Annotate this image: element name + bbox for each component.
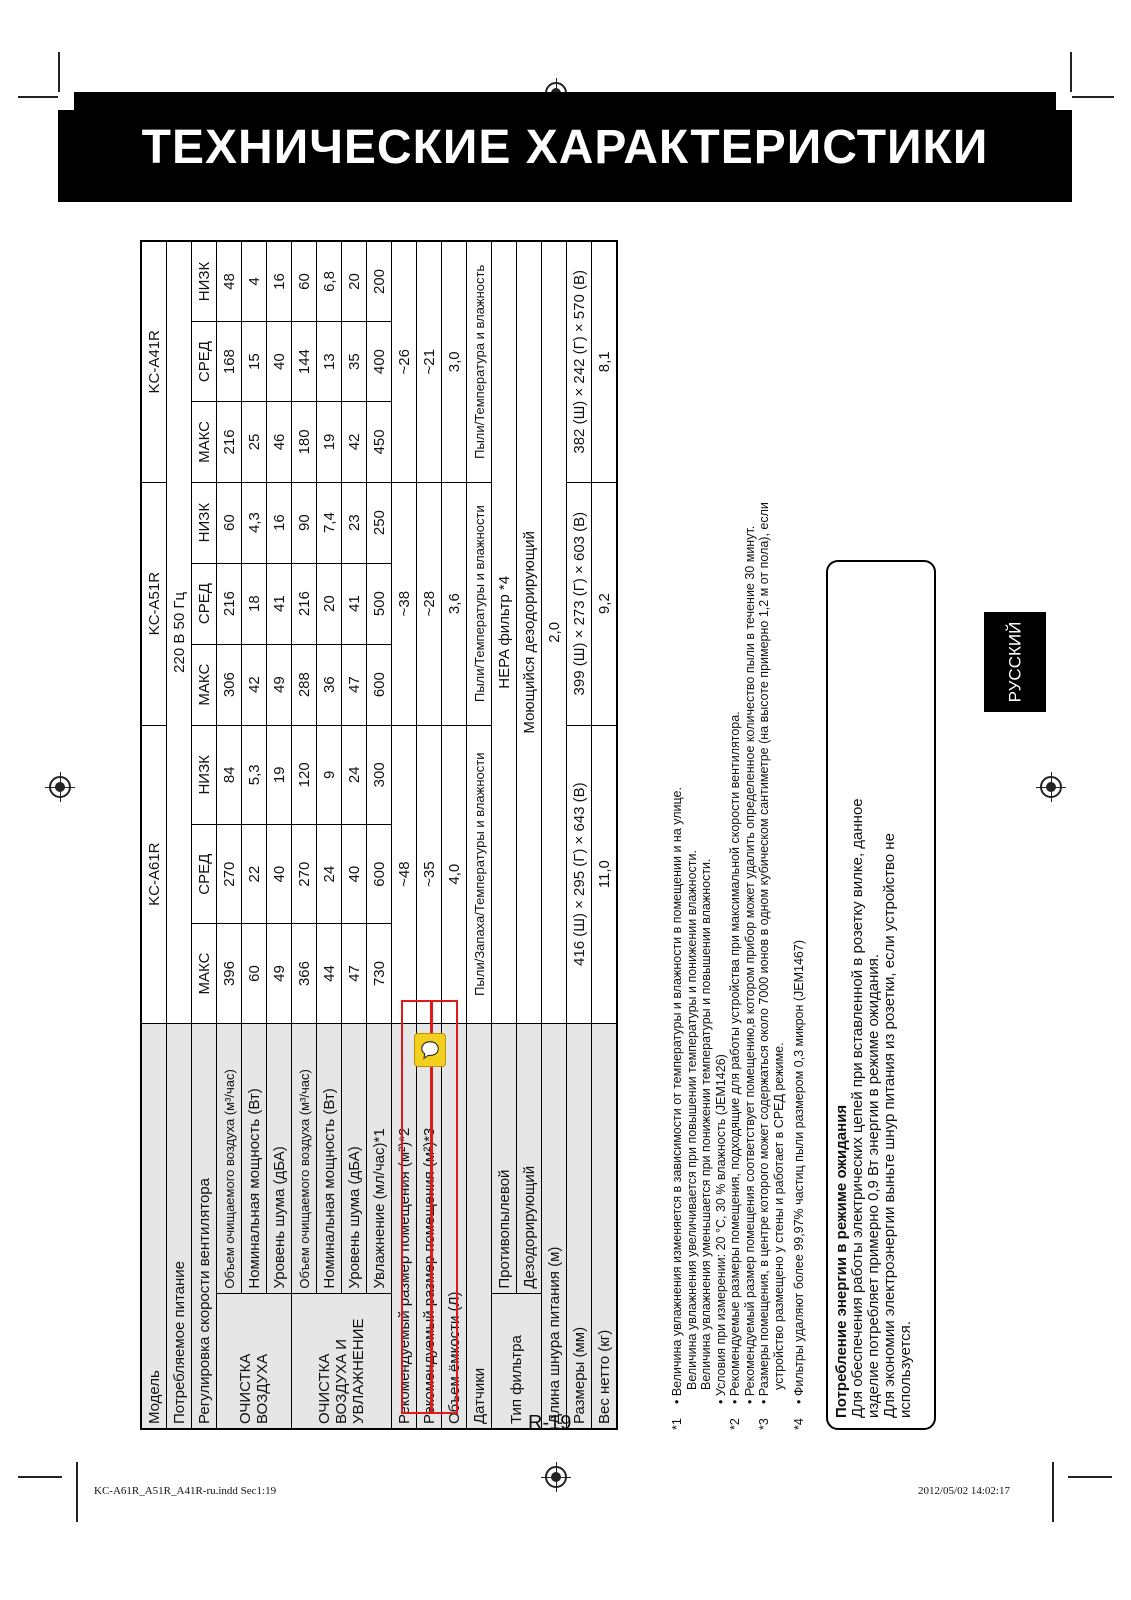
- cell: 306: [217, 644, 242, 725]
- footnote-key: *4: [792, 1418, 806, 1430]
- cell: 200: [367, 241, 392, 321]
- table-row: [467, 241, 492, 1429]
- footnote: [728, 240, 743, 1430]
- cell: 42: [342, 402, 367, 482]
- cell: 3,0: [442, 241, 467, 482]
- row-label-power: Номинальная мощность (Вт): [317, 1023, 342, 1293]
- comment-icon[interactable]: [414, 1033, 446, 1067]
- row-label-airflow: Объем очищаемого воздуха (м³/час): [292, 1023, 317, 1293]
- cell: 600: [367, 825, 392, 924]
- cell: 19: [267, 725, 292, 824]
- cell: ~26: [392, 241, 417, 482]
- cell: 49: [267, 924, 292, 1023]
- cell: 40: [267, 321, 292, 401]
- cell: 216: [217, 563, 242, 644]
- crop-mark: [76, 1462, 78, 1522]
- spec-table: [140, 240, 618, 1430]
- cell: 300: [367, 725, 392, 824]
- model-name: KC-A61R: [141, 725, 167, 1023]
- footnote-text: Величина увлажнения уменьшается при понижении температуры и повышении влажности.: [699, 858, 713, 1390]
- cell: 20: [317, 563, 342, 644]
- cell: Пыли/Температуры и влажности: [467, 482, 492, 725]
- footnote-text: • Рекомендуемый размер помещения соответствует помещению,в котором прибор может удалить определенное количество пыли в течение 30 минут.: [742, 525, 757, 1404]
- cell: 36: [317, 644, 342, 725]
- model-name: KC-A51R: [141, 482, 167, 725]
- registration-mark-icon: [49, 776, 71, 798]
- crop-mark: [1068, 1476, 1112, 1478]
- language-label: РУССКИЙ: [1005, 621, 1025, 703]
- footnote: [714, 240, 729, 1430]
- cell: 399 (Ш) × 273 (Г) × 603 (В): [567, 482, 592, 725]
- cell: ~38: [392, 482, 417, 725]
- cell: 41: [267, 563, 292, 644]
- speed-label: НИЗК: [192, 482, 217, 563]
- cell: ~48: [392, 725, 417, 1023]
- standby-text: изделие потребляет примерно 0,9 Вт энергии в режиме ожидания.: [865, 953, 882, 1418]
- cell: 8,1: [592, 241, 618, 482]
- row-label-filter-deodor: Дезодорирующий: [517, 1023, 542, 1293]
- footer-filename: KC-A61R_A51R_A41R-ru.indd Sec1:19: [94, 1485, 277, 1497]
- table-row: [492, 241, 517, 1429]
- cell: Моющийся дезодорирующий: [517, 241, 542, 1023]
- cell: 60: [292, 241, 317, 321]
- cell: 600: [367, 644, 392, 725]
- registration-mark-icon: [545, 1466, 567, 1488]
- cell: 6,8: [317, 241, 342, 321]
- table-row: [542, 241, 567, 1429]
- cell: 216: [292, 563, 317, 644]
- speech-bubble-icon: [419, 1039, 441, 1061]
- footer-datetime: 2012/05/02 14:02:17: [918, 1485, 1010, 1497]
- footnote: [685, 240, 700, 1430]
- cell: 24: [342, 725, 367, 824]
- footnote-text: устройство размещено у стены и работает в СРЕД режиме.: [771, 1042, 786, 1390]
- standby-heading: Потребление энергии в режиме ожидания: [833, 1104, 850, 1418]
- cell: 9,2: [592, 482, 618, 725]
- cell: 42: [242, 644, 267, 725]
- row-label-filter: Тип фильтра: [492, 1293, 542, 1429]
- cell: 16: [267, 482, 292, 563]
- cell: 144: [292, 321, 317, 401]
- cell: 416 (Ш) × 295 (Г) × 643 (В): [567, 725, 592, 1023]
- cell: ~21: [417, 241, 442, 482]
- model-label: Модель: [141, 1023, 167, 1429]
- cell: 450: [367, 402, 392, 482]
- row-label-filter-dust: Противопылевой: [492, 1023, 517, 1293]
- page-title: ТЕХНИЧЕСКИЕ ХАРАКТЕРИСТИКИ: [141, 120, 989, 174]
- cell: 270: [292, 825, 317, 924]
- cell: 396: [217, 924, 242, 1023]
- cell: Пыли/Температура и влажность: [467, 241, 492, 482]
- table-row: [267, 241, 292, 1429]
- cell: 18: [242, 563, 267, 644]
- cell: 730: [367, 924, 392, 1023]
- crop-mark: [1052, 1462, 1054, 1522]
- cell: ~35: [417, 725, 442, 1023]
- cell: 270: [217, 825, 242, 924]
- power-label: Потребляемое питание: [167, 1023, 192, 1429]
- table-row: [217, 241, 242, 1429]
- footnote: [757, 240, 772, 1430]
- table-row: [592, 241, 618, 1429]
- standby-text: Для экономии электроэнергии выньте шнур питания из розетки, если устройство не: [881, 833, 898, 1418]
- cell: 25: [242, 402, 267, 482]
- cell: 4,3: [242, 482, 267, 563]
- cell: 40: [342, 825, 367, 924]
- cell: 9: [317, 725, 342, 824]
- cell: 216: [217, 402, 242, 482]
- cell: 4: [242, 241, 267, 321]
- cell: 3,6: [442, 482, 467, 725]
- row-label-room1: Рекомендуемый размер помещения (м²)*2: [392, 1023, 417, 1429]
- footnote-text: • Рекомендуемые размеры помещения, подходящие для работы устройства при максимальной скорости вентилятора.: [728, 711, 742, 1404]
- page-title-bar: [58, 92, 1072, 202]
- table-row: [242, 241, 267, 1429]
- footnotes: [670, 240, 807, 1430]
- cell: 7,4: [317, 482, 342, 563]
- footnote-text: • Условия при измерении: 20 °C, 30 % влажность (JEM1426): [713, 1054, 728, 1404]
- table-row: [167, 241, 192, 1429]
- row-label-sensors: Датчики: [467, 1023, 492, 1429]
- cell: 90: [292, 482, 317, 563]
- cell: 24: [317, 825, 342, 924]
- cell: 60: [242, 924, 267, 1023]
- cell: 168: [217, 321, 242, 401]
- footnote: [743, 240, 758, 1430]
- cell: 400: [367, 321, 392, 401]
- row-label-size: Размеры (мм): [567, 1023, 592, 1429]
- cell: 5,3: [242, 725, 267, 824]
- table-row: [367, 241, 392, 1429]
- footnote-key: *1: [670, 1418, 684, 1430]
- cell: HEPA фильтр *4: [492, 241, 517, 1023]
- footnote-text: • Размеры помещения, в центре которого может содержаться около 7000 ионов в одном кубическом сантиметре (на высоте примерно 1,2 м от пола), если: [757, 502, 771, 1404]
- cell: 84: [217, 725, 242, 824]
- language-tab: [984, 612, 1046, 712]
- footnote-text: Величина увлажнения увеличивается при повышении температуры и понижении влажности.: [684, 850, 699, 1390]
- cell: 13: [317, 321, 342, 401]
- row-label-room2: Рекомендуемый размер помещения (м²)*3: [417, 1023, 442, 1429]
- fan-label: Регулировка скорости вентилятора: [192, 1023, 217, 1429]
- table-row: [342, 241, 367, 1429]
- cell: 46: [267, 402, 292, 482]
- cell: 382 (Ш) × 242 (Г) × 570 (В): [567, 241, 592, 482]
- group-purify-humid: ОЧИСТКА ВОЗДУХА И УВЛАЖНЕНИЕ: [292, 1293, 392, 1429]
- cell: 19: [317, 402, 342, 482]
- cell: 15: [242, 321, 267, 401]
- table-row: [192, 241, 217, 1429]
- cell: 44: [317, 924, 342, 1023]
- cell: 500: [367, 563, 392, 644]
- row-label-noise: Уровень шума (дБА): [342, 1023, 367, 1293]
- row-label-cord: Длина шнура питания (м): [542, 1023, 567, 1429]
- cell: 2,0: [542, 241, 567, 1023]
- table-row: [292, 241, 317, 1429]
- footnote-key: *2: [728, 1418, 742, 1430]
- footnote: [792, 240, 807, 1430]
- cell: 48: [217, 241, 242, 321]
- cell: 180: [292, 402, 317, 482]
- speed-label: НИЗК: [192, 241, 217, 321]
- table-row: [567, 241, 592, 1429]
- standby-text: используется.: [897, 1321, 914, 1418]
- group-purify: ОЧИСТКА ВОЗДУХА: [217, 1293, 292, 1429]
- cell: Пыли/Запаха/Температуры и влажности: [467, 725, 492, 1023]
- table-row: [141, 241, 167, 1429]
- rotated-content: [140, 240, 1131, 1430]
- row-label-humid: Увлажнение (мл/час)*1: [367, 1023, 392, 1293]
- footnote: [772, 240, 787, 1430]
- speed-label: СРЕД: [192, 563, 217, 644]
- speed-label: НИЗК: [192, 725, 217, 824]
- table-row: [517, 241, 542, 1429]
- table-row: [317, 241, 342, 1429]
- page-number: R-19: [528, 1412, 572, 1434]
- cell: 41: [342, 563, 367, 644]
- speed-label: МАКС: [192, 402, 217, 482]
- row-label-weight: Вес нетто (кг): [592, 1023, 618, 1429]
- cell: 20: [342, 241, 367, 321]
- cell: 366: [292, 924, 317, 1023]
- standby-energy-box: [826, 560, 936, 1430]
- cell: 60: [217, 482, 242, 563]
- cell: 11,0: [592, 725, 618, 1023]
- cell: 288: [292, 644, 317, 725]
- cell: 22: [242, 825, 267, 924]
- footnote-key: *3: [757, 1418, 771, 1430]
- speed-label: СРЕД: [192, 825, 217, 924]
- power-value: 220 В 50 Гц: [167, 241, 192, 1023]
- footnote-text: • Величина увлажнения изменяется в зависимости от температуры и влажности в помещении и на улице.: [670, 787, 684, 1404]
- crop-mark: [18, 1476, 62, 1478]
- cell: ~28: [417, 482, 442, 725]
- row-label-noise: Уровень шума (дБА): [267, 1023, 292, 1293]
- speed-label: СРЕД: [192, 321, 217, 401]
- footnote-text: • Фильтры удаляют более 99,97% частиц пыли размером 0,3 микрон (JEM1467): [792, 940, 806, 1404]
- cell: 35: [342, 321, 367, 401]
- footnote: [670, 240, 685, 1430]
- cell: 16: [267, 241, 292, 321]
- cell: 120: [292, 725, 317, 824]
- cell: 49: [267, 644, 292, 725]
- cell: 4,0: [442, 725, 467, 1023]
- row-label-airflow: Объем очищаемого воздуха (м³/час): [217, 1023, 242, 1293]
- speed-label: МАКС: [192, 924, 217, 1023]
- cell: 47: [342, 924, 367, 1023]
- footnote: [699, 240, 714, 1430]
- row-label-tank: Объем ёмкости (Л): [442, 1023, 467, 1429]
- cell: 47: [342, 644, 367, 725]
- row-label-power: Номинальная мощность (Вт): [242, 1023, 267, 1293]
- cell: 250: [367, 482, 392, 563]
- cell: 40: [267, 825, 292, 924]
- model-name: KC-A41R: [141, 241, 167, 482]
- standby-text: Для обеспечения работы электрических цепей при вставленной в розетку вилке, данное: [849, 798, 866, 1418]
- cell: 23: [342, 482, 367, 563]
- speed-label: МАКС: [192, 644, 217, 725]
